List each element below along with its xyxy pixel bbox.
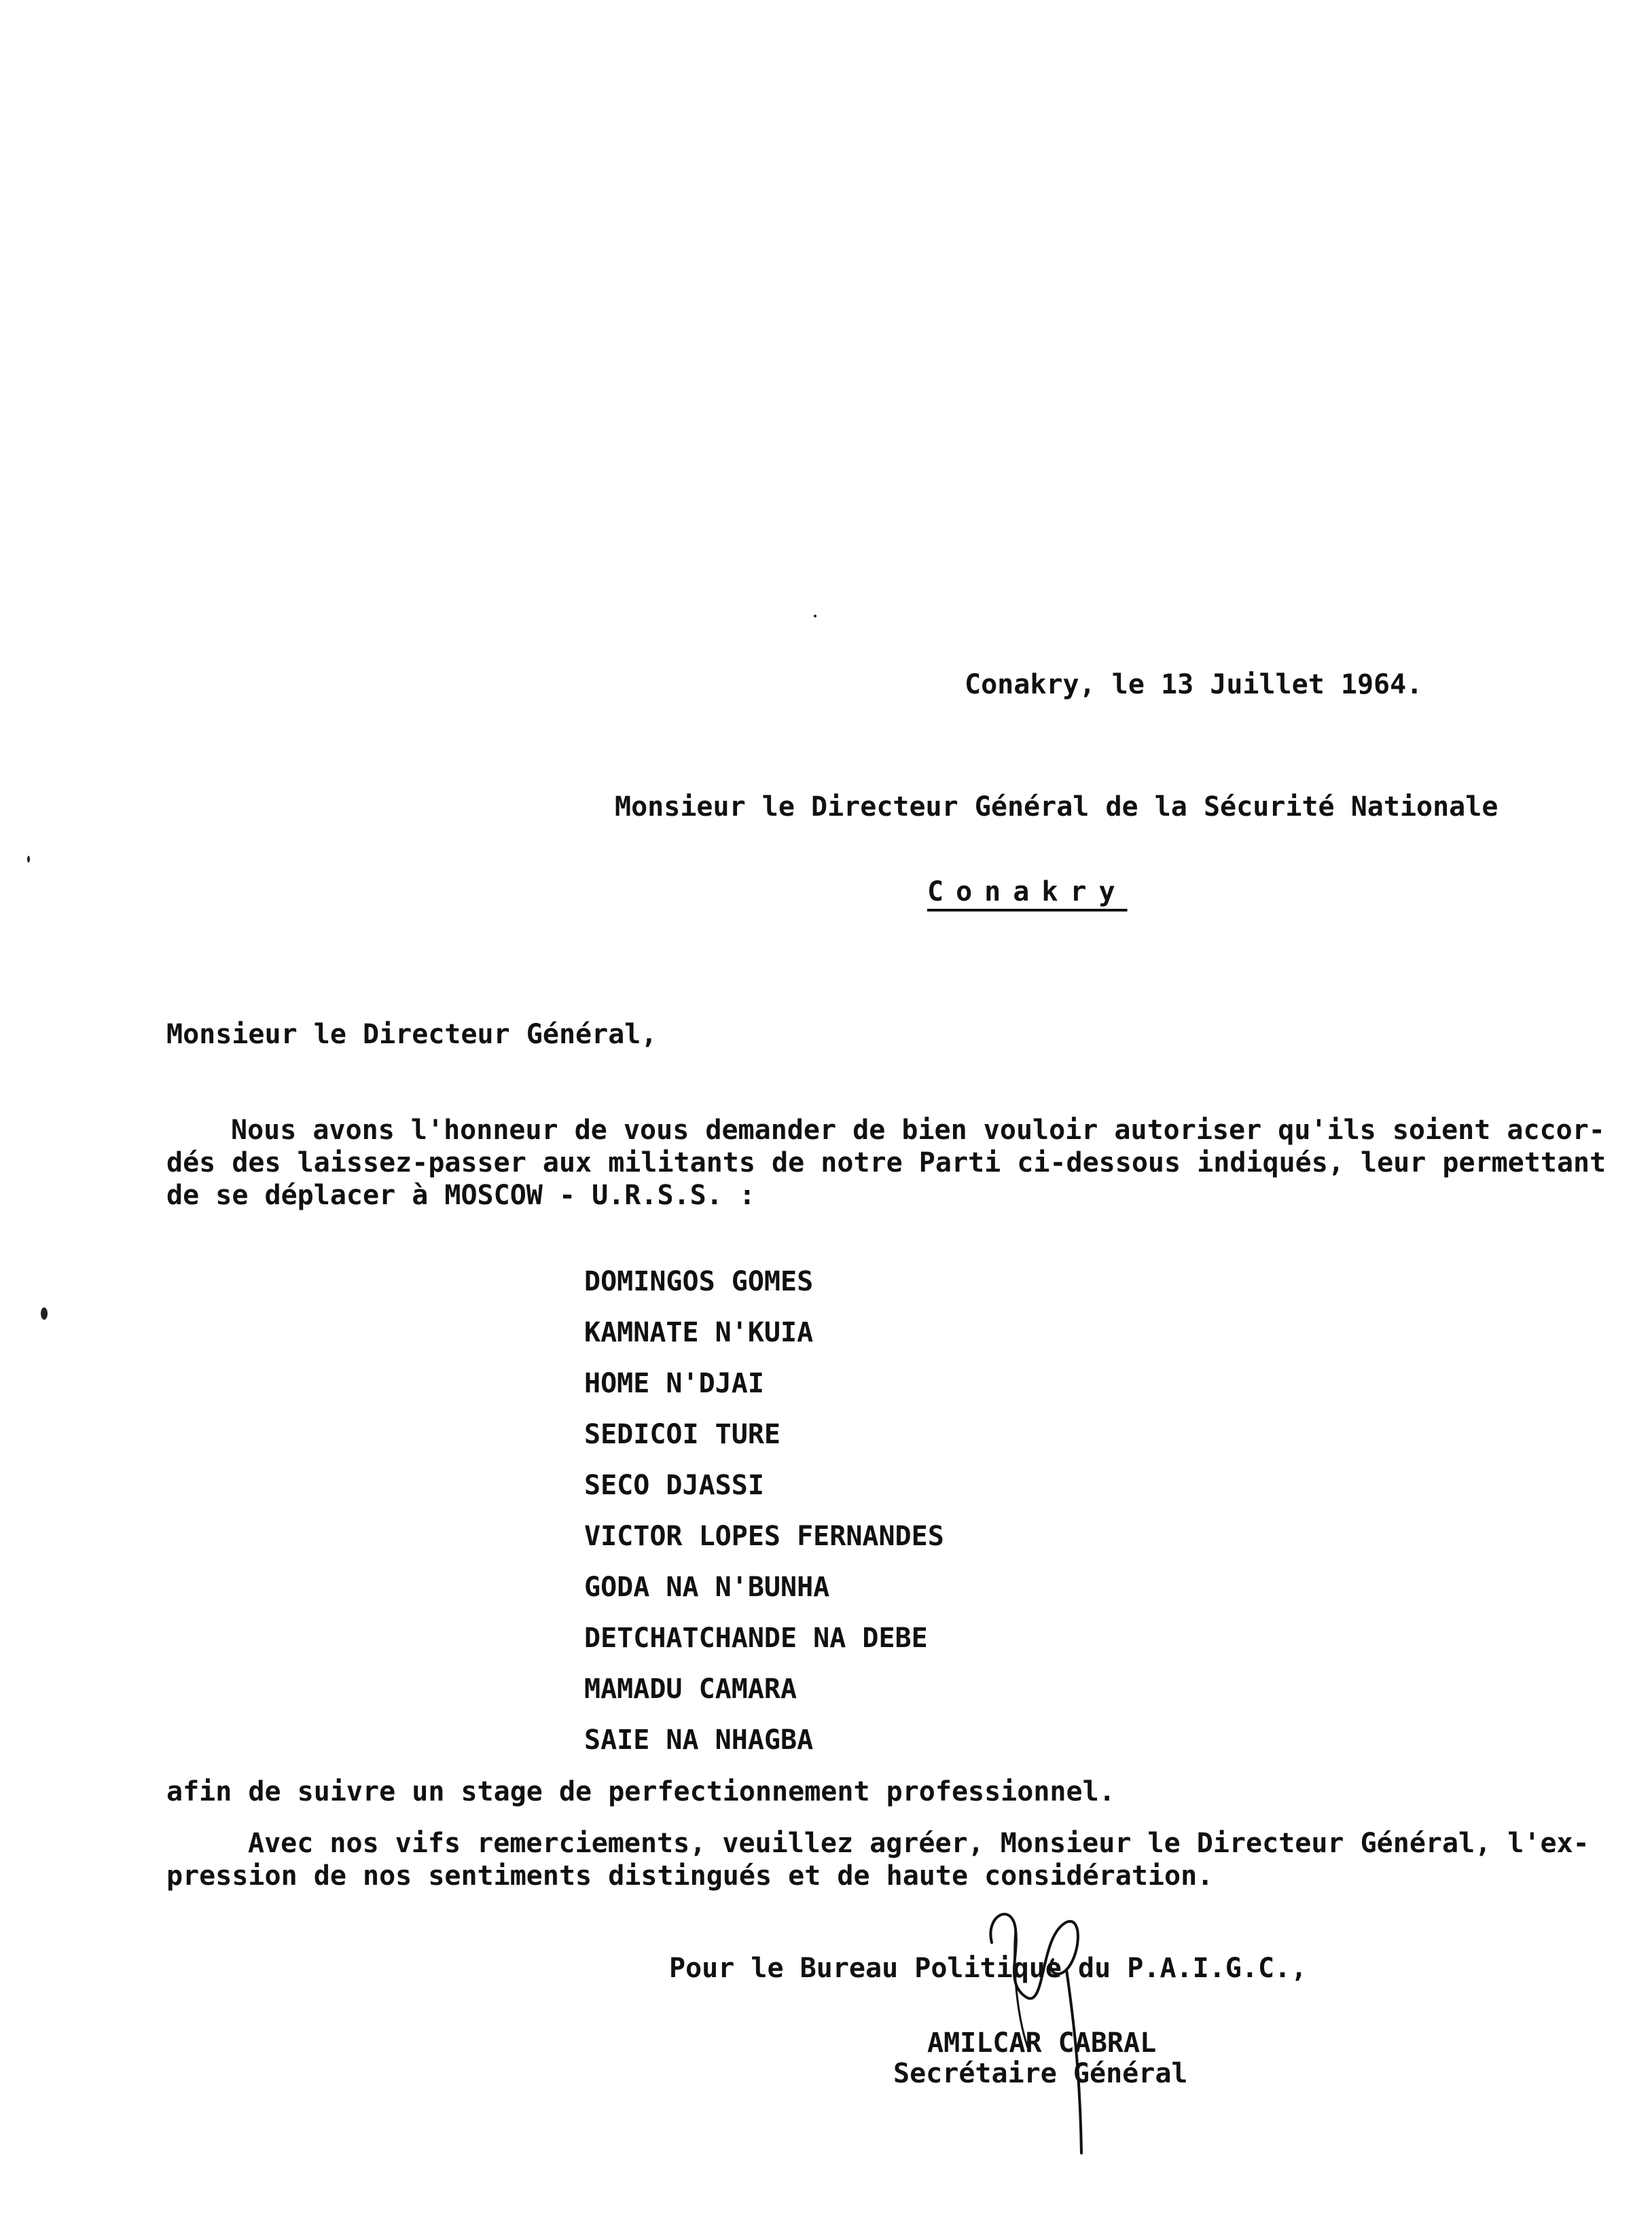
list-item: SECO DJASSI [584, 1470, 764, 1501]
request-line-3: de se déplacer à MOSCOW - U.R.S.S. : [166, 1180, 755, 1211]
request-line-1: Nous avons l'honneur de vous demander de bien vouloir autoriser qu'ils soient accor- [231, 1115, 1605, 1146]
letter-date: Conakry, le 13 Juillet 1964. [965, 669, 1423, 700]
request-line-2: dés des laissez-passer aux militants de notre Parti ci-dessous indiqués, leur permettant [166, 1147, 1606, 1178]
militant-names-list [584, 1267, 944, 1776]
scan-speck [41, 1307, 48, 1320]
salutation: Monsieur le Directeur Général, [166, 1019, 658, 1050]
closing-paragraph [166, 1827, 1590, 1892]
signatory-name: AMILCAR CABRAL [927, 2027, 1157, 2059]
addressee-city: Conakry [927, 876, 1128, 907]
closing-line-2: pression de nos sentiments distingués et de haute considération. [166, 1860, 1214, 1892]
list-item: SEDICOI TURE [584, 1419, 780, 1450]
scan-speck [27, 856, 30, 863]
list-item: SAIE NA NHAGBA [584, 1725, 814, 1756]
list-item: DOMINGOS GOMES [584, 1266, 814, 1297]
list-item: MAMADU CAMARA [584, 1674, 797, 1705]
list-item: HOME N'DJAI [584, 1368, 764, 1399]
closing-line-1: Avec nos vifs remerciements, veuillez agréer, Monsieur le Directeur Général, l'ex- [248, 1828, 1590, 1859]
addressee: Monsieur le Directeur Général de la Sécurité Nationale [615, 791, 1498, 823]
list-item: KAMNATE N'KUIA [584, 1317, 814, 1348]
list-item: GODA NA N'BUNHA [584, 1572, 830, 1603]
scan-speck [814, 615, 816, 617]
signatory-title: Secrétaire Général [893, 2058, 1188, 2089]
on-behalf-line: Pour le Bureau Politique du P.A.I.G.C., [669, 1953, 1308, 1984]
list-item: DETCHATCHANDE NA DEBE [584, 1623, 928, 1654]
purpose-line: afin de suivre un stage de perfectionnement professionnel. [166, 1776, 1115, 1807]
request-paragraph [166, 1114, 1606, 1212]
list-item: VICTOR LOPES FERNANDES [584, 1521, 944, 1552]
